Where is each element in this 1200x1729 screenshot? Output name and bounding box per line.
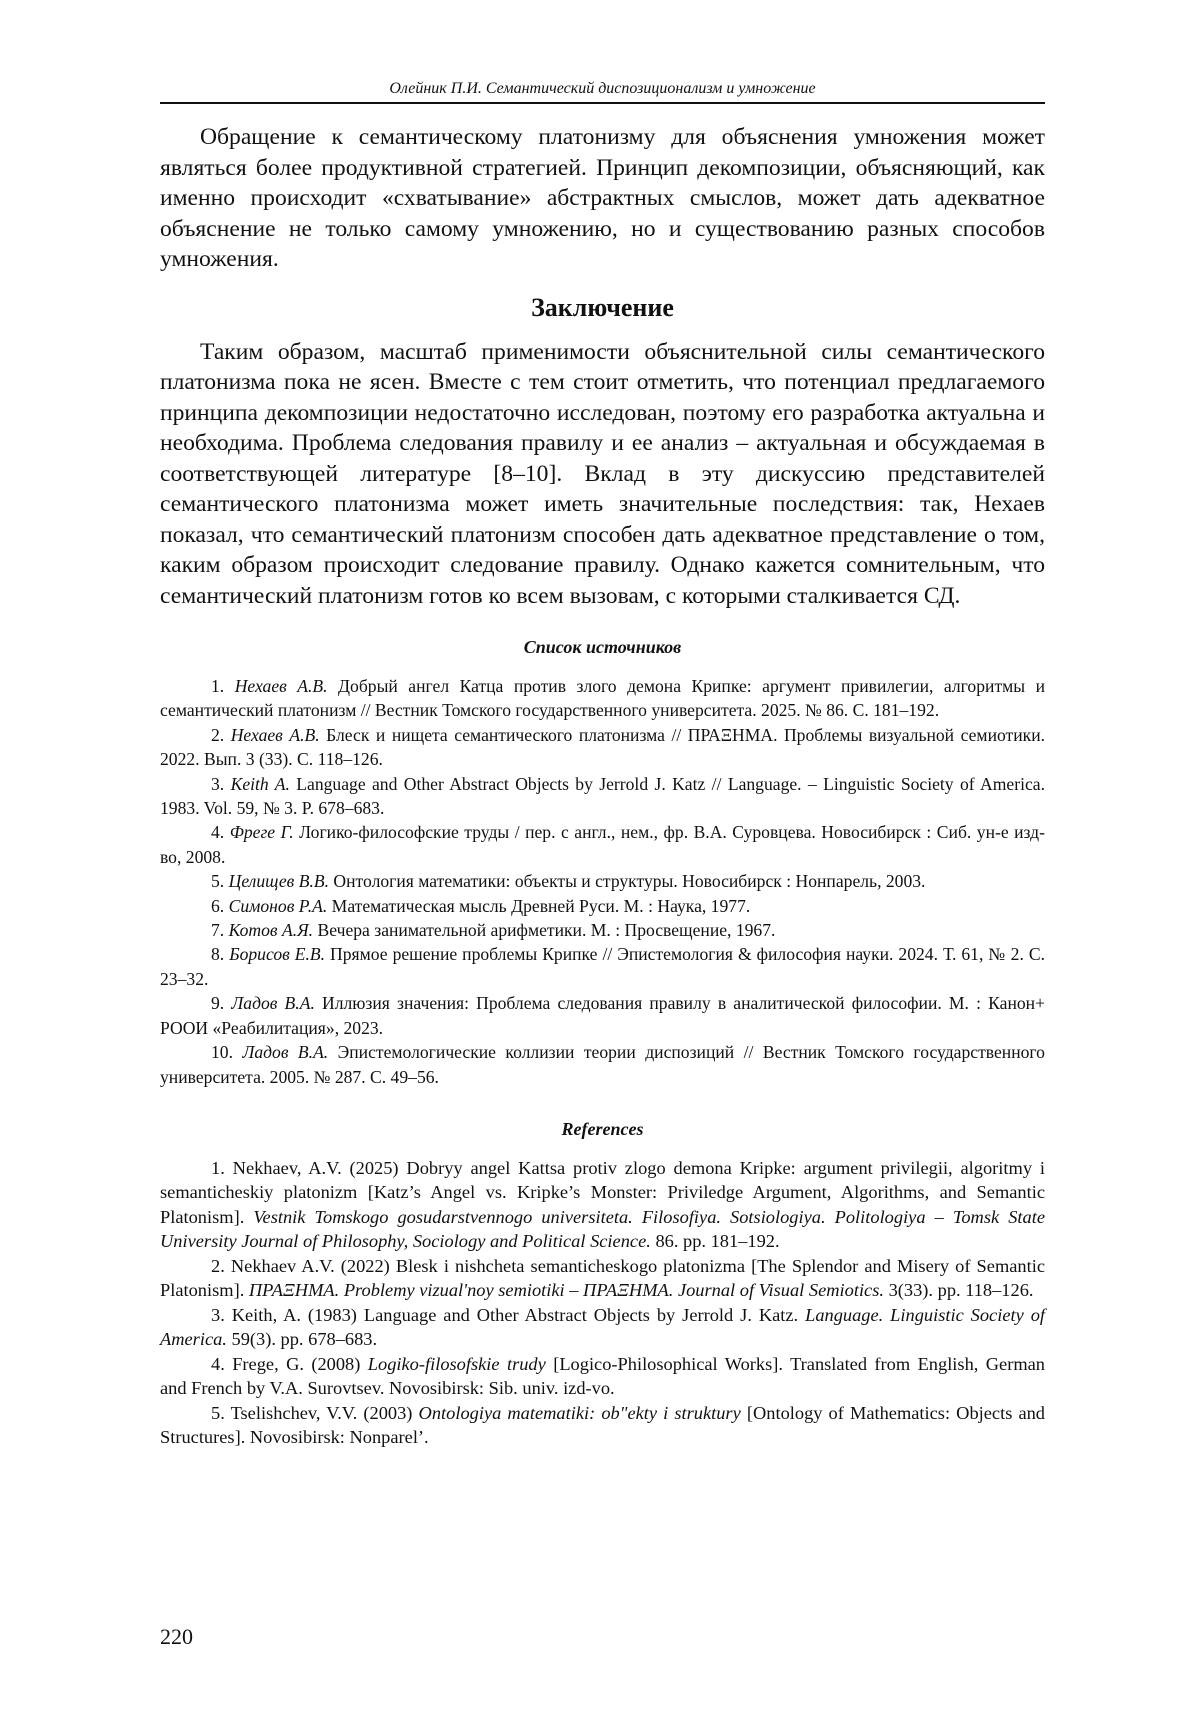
list-item: 4. Фреге Г. Логико-философские труды / пер. с англ., нем., фр. В.А. Суровцева. Новосибирск : Сиб. ун-е изд-во, 2008. [160, 822, 1045, 867]
intro-paragraph: Обращение к семантическому платонизму для объяснения умножения может являться более продуктивной стратегией. Принцип декомпозиции, объясняющий, как именно происходит «схватывание» абстрактных смыслов, может дать адекватное объяснение не только самому умножению, но и существованию разных способов умножения. [160, 124, 1045, 272]
list-item: 2. Нехаев А.В. Блеск и нищета семантического платонизма // ПРАΞHMA. Проблемы визуальной семиотики. 2022. Вып. 3 (33). С. 118–126. [160, 724, 1046, 770]
list-item: 1. Nekhaev, A.V. (2025) Dobryy angel Kattsa protiv zlogo demona Kripke: argument privilegii, algoritmy i semanticheskiy platonizm [Katz’s Angel vs. Kripke’s Monster: Priviledge Argument, Algorithms, and Semantic Platonism]. Vestnik Tomskogo gosudarstvennogo universiteta. Filosofiya. Sotsiologiya. Politologiya – Tomsk State University Journal of Philosophy, Sociology and Political Science. 86. pp. 181–192. [160, 1157, 1045, 1252]
page-number: 220 [160, 1624, 193, 1649]
sources-list [160, 674, 1045, 1089]
list-item: 3. Keith A. Language and Other Abstract Objects by Jerrold J. Katz // Language. – Linguistic Society of America. 1983. Vol. 59, № 3. P. 678–683. [160, 773, 1045, 819]
list-item: 4. Frege, G. (2008) Logiko-filosofskie trudy [Logico-Philosophical Works]. Translated from English, German and French by V.A. Surovtsev. Novosibirsk: Sib. univ. izd-vo. [160, 1353, 1045, 1399]
conclusion-paragraph: Таким образом, масштаб применимости объяснительной силы семантического платонизма пока не ясен. Вместе с тем стоит отметить, что потенциал предлагаемого принципа декомпозиции недостаточно исследован, поэтому его разработка актуальна и необходима. Проблема следования правилу и ее анализ – актуальная и обсуждаемая в соответствующей литературе [8–10]. Вклад в эту дискуссию представителей семантического платонизма может иметь значительные последствия: так, Нехаев показал, что семантический платонизм способен дать адекватное представление о том, каким образом происходит следование правилу. Однако кажется сомнительным, что семантический платонизм готов ко всем вызовам, с которыми сталкивается СД. [160, 338, 1045, 609]
page [160, 80, 1045, 1450]
list-item: 2. Nekhaev A.V. (2022) Blesk i nishcheta semanticheskogo platonizma [The Splendor and Misery of Semantic Platonism]. ПРАΞHMA. Problemy vizual'noy semiotiki – ПРАΞHMA. Journal of Visual Semiotics. 3(33). pp. 118–126. [160, 1255, 1045, 1301]
conclusion-title: Заключение [531, 292, 674, 322]
list-item: 7. Котов А.Я. Вечера занимательной арифметики. М. : Просвещение, 1967. [211, 920, 776, 941]
running-header: Олейник П.И. Семантический диспозиционализм и умножение [160, 80, 1045, 104]
references-title: References [561, 1118, 644, 1139]
list-item: 9. Ладов В.А. Иллюзия значения: Проблема следования правилу в аналитической философии. М. : Канон+ РООИ «Реабилитация», 2023. [160, 993, 1045, 1038]
list-item: 5. Целищев В.В. Онтология математики: объекты и структуры. Новосибирск : Нонпарель, 2003. [211, 871, 926, 892]
list-item: 10. Ладов В.А. Эпистемологические коллизии теории диспозиций // Вестник Томского государственного университета. 2005. № 287. С. 49–56. [160, 1042, 1045, 1087]
list-item: 8. Борисов Е.В. Прямое решение проблемы Крипке // Эпистемология & философия науки. 2024. Т. 61, № 2. С. 23–32. [160, 944, 1045, 989]
references-list [160, 1156, 1045, 1450]
sources-title: Список источников [523, 637, 682, 657]
list-item: 6. Симонов Р.А. Математическая мысль Древней Руси. М. : Наука, 1977. [211, 895, 751, 916]
list-item: 1. Нехаев А.В. Добрый ангел Катца против злого демона Крипке: аргумент привилегии, алгоритмы и семантический платонизм // Вестник Томского государственного университета. 2025. № 86. С. 181–192. [160, 676, 1045, 721]
list-item: 3. Keith, A. (1983) Language and Other Abstract Objects by Jerrold J. Katz. Language. Linguistic Society of America. 59(3). pp. 678–683. [160, 1304, 1045, 1350]
list-item: 5. Tselishchev, V.V. (2003) Ontologiya matematiki: ob"ekty i struktury [Ontology of Mathematics: Objects and Structures]. Novosibirsk: Nonparel’. [160, 1402, 1045, 1448]
